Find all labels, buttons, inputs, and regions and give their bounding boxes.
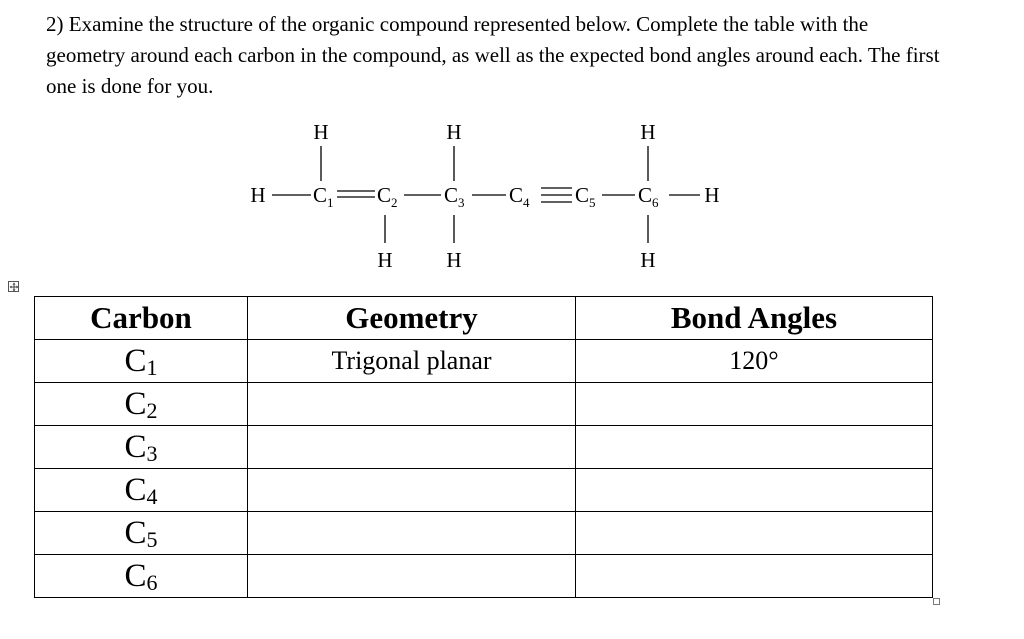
geometry-cell[interactable] bbox=[248, 555, 576, 598]
table-header-row bbox=[35, 297, 933, 340]
table-row bbox=[35, 383, 933, 426]
bond-angle-cell[interactable] bbox=[576, 512, 933, 555]
bond-angle-cell[interactable] bbox=[576, 426, 933, 469]
carbon-atom-c2: $C_2$ bbox=[377, 183, 398, 210]
geometry-table bbox=[34, 296, 933, 598]
molecule-structure-diagram bbox=[0, 0, 1024, 290]
table-move-handle-icon[interactable] bbox=[8, 281, 19, 292]
header-geometry: Geometry bbox=[248, 297, 576, 340]
h-atom-right: H bbox=[704, 183, 720, 207]
carbon-atom-c1: $C_1$ bbox=[313, 183, 334, 210]
header-carbon: Carbon bbox=[35, 297, 248, 340]
geometry-cell[interactable] bbox=[248, 426, 576, 469]
h-atom-c6-bottom: H bbox=[640, 248, 656, 272]
h-atom-c3-bottom: H bbox=[446, 248, 462, 272]
h-atom-c3-top: H bbox=[446, 120, 462, 144]
table-row bbox=[35, 340, 933, 383]
h-atom-c2-bottom: H bbox=[377, 248, 393, 272]
carbon-atom-c4: $C_4$ bbox=[509, 183, 530, 210]
header-bond-angles: Bond Angles bbox=[576, 297, 933, 340]
carbon-cell: $C_5$ bbox=[35, 512, 248, 555]
h-atom-c6-top: H bbox=[640, 120, 656, 144]
table-row bbox=[35, 555, 933, 598]
table-row bbox=[35, 426, 933, 469]
table-row bbox=[35, 469, 933, 512]
carbon-cell: $C_3$ bbox=[35, 426, 248, 469]
geometry-cell[interactable] bbox=[248, 383, 576, 426]
geometry-cell[interactable] bbox=[248, 512, 576, 555]
bond-angle-cell[interactable] bbox=[576, 383, 933, 426]
table-row bbox=[35, 512, 933, 555]
h-atom-left: H bbox=[250, 183, 266, 207]
carbon-atom-c5: $C_5$ bbox=[575, 183, 596, 210]
carbon-cell: $C_4$ bbox=[35, 469, 248, 512]
h-atom-c1-top: H bbox=[313, 120, 329, 144]
geometry-cell[interactable] bbox=[248, 469, 576, 512]
bond-angle-cell[interactable]: 120° bbox=[576, 340, 933, 383]
carbon-atom-c3: $C_3$ bbox=[444, 183, 465, 210]
bond-angle-cell[interactable] bbox=[576, 469, 933, 512]
table-resize-handle-icon[interactable] bbox=[933, 598, 940, 605]
carbon-cell: $C_1$ bbox=[35, 340, 248, 383]
carbon-atom-c6: $C_6$ bbox=[638, 183, 659, 210]
carbon-cell: $C_6$ bbox=[35, 555, 248, 598]
bond-angle-cell[interactable] bbox=[576, 555, 933, 598]
geometry-cell[interactable]: Trigonal planar bbox=[248, 340, 576, 383]
carbon-cell: $C_2$ bbox=[35, 383, 248, 426]
question-text: 2) Examine the structure of the organic compound represented below. Complete the table with the geometry around each carbon in the compound, as well as the expected bond angles around each. The first one is done for you. bbox=[46, 12, 940, 98]
